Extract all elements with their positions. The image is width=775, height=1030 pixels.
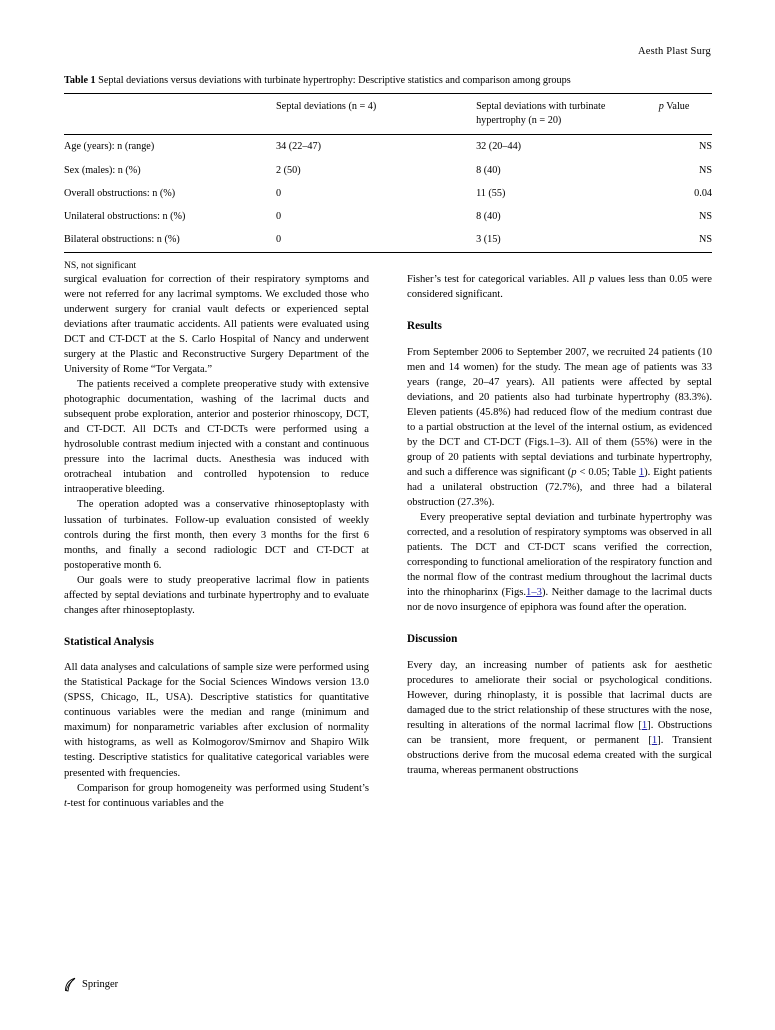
row-value-c1: 0 — [276, 187, 282, 199]
table-row — [64, 135, 712, 159]
p-italic: p — [571, 466, 577, 478]
row-label: Overall obstructions: n (%) — [64, 187, 176, 199]
row-value-p: NS — [698, 141, 712, 153]
paragraph: Our goals were to study preoperative lacrimal flow in patients affected by septal deviations and turbinate hypertrophy and to evaluate changes after rhinoseptoplasty. — [64, 574, 369, 616]
text-fragment: ). Eight patients had a unilateral obstruction (72.7%), and three had a bilateral obstruction (27.3%). — [407, 466, 713, 508]
table-row — [64, 228, 712, 252]
paragraph — [64, 781, 369, 811]
text-fragment: -test for continuous variables and the — [66, 797, 224, 809]
text-fragment: ]. Obstructions can be transient, more frequent, or permanent [ — [407, 719, 712, 746]
row-value-c2: 8 (40) — [476, 211, 501, 223]
row-value-c2: 11 (55) — [476, 187, 506, 199]
text-fragment: Fisher’s test for categorical variables. All — [407, 274, 590, 285]
table-caption — [64, 74, 712, 93]
page-footer — [64, 977, 118, 992]
row-value-c2: 8 (40) — [476, 164, 501, 176]
paragraph — [407, 272, 712, 302]
column-header-septal-deviations-hypertrophy: Septal deviations with turbinate hypertrophy (n = 20) — [476, 100, 606, 126]
paragraph — [407, 510, 712, 615]
row-value-p: NS — [698, 211, 712, 223]
running-head: Aesth Plast Surg — [637, 46, 711, 57]
row-label: Bilateral obstructions: n (%) — [64, 234, 180, 246]
p-italic: p — [589, 274, 595, 285]
text-fragment: Every day, an increasing number of patients ask for aesthetic procedures to ameliorate their social or psychological conditions. However, during rhinoplasty, it is possible that lacrimal ducts are damaged due to the strict relationship of these structures with the nose, resulting in alterations of the normal lacrimal flow [ — [407, 659, 712, 731]
table-1-reference-link[interactable]: 1 — [638, 466, 645, 478]
text-fragment: Comparison for group homogeneity was performed using Student’s — [77, 782, 369, 794]
column-header-septal-deviations: Septal deviations (n = 4) — [276, 100, 377, 112]
table-number: Table 1 — [64, 75, 96, 86]
heading-discussion: Discussion — [407, 633, 458, 646]
row-value-c1: 0 — [276, 234, 282, 246]
row-value-c2: 3 (15) — [476, 234, 501, 246]
publisher-name: Springer — [82, 979, 119, 990]
left-column — [64, 272, 369, 811]
t-test-italic: t — [64, 797, 67, 809]
citation-link-1[interactable]: 1 — [641, 719, 648, 731]
paragraph — [407, 658, 712, 778]
table-footnote: NS, not significant — [64, 259, 137, 271]
table-row — [64, 159, 712, 182]
row-value-c2: 32 (20–44) — [476, 141, 522, 153]
p-italic: p — [658, 100, 664, 112]
row-value-c1: 2 (50) — [276, 164, 301, 176]
column-header-blank — [64, 93, 276, 135]
table-header-row — [64, 93, 712, 135]
descriptive-statistics-table — [64, 93, 712, 253]
table-row — [64, 205, 712, 228]
heading-results: Results — [407, 320, 442, 333]
table-caption-text: Septal deviations versus deviations with turbinate hypertrophy: Descriptive statistics and comparison among groups — [98, 75, 571, 86]
paragraph: The operation adopted was a conservative rhinoseptoplasty with lussation of turbinates. Follow-up evaluation consisted of weekly controls during the first month, then every 3 months for the first 6 months, and finally a second radiologic DCT and CT-DCT at postoperative month 6. — [64, 499, 369, 571]
row-label: Age (years): n (range) — [64, 141, 155, 153]
row-label: Unilateral obstructions: n (%) — [64, 211, 186, 223]
row-value-c1: 0 — [276, 211, 282, 223]
text-fragment: values less than 0.05 were considered significant. — [407, 274, 712, 301]
paragraph: All data analyses and calculations of sample size were performed using the Statistical Package for the Social Sciences Windows version 13.0 (SPSS, Chicago, IL, USA). Descriptive statistics for quantitative continuous variables were the median and range (minimum and maximum) for nonparametric variables after exclusion of normality with histograms, as well as Kolmogorov/Smirnov and Shapiro Wilk testing. Descriptive statistics for qualitative categorical variables were presented with frequencies. — [64, 662, 369, 779]
column-header-p-value — [659, 93, 712, 135]
text-fragment: ). Neither damage to the lacrimal ducts nor de novo insurgence of epiphora was found after the operation. — [407, 587, 712, 614]
paragraph: The patients received a complete preoperative study with extensive photographic documentation, washing of the lacrimal ducts and subsequent probe exploration, anterior and posterior rhinoscopy, DCT, and CT-DCT. All DCTs and CT-DCTs were performed using a hydrosoluble contrast medium injected with a constant and continuous pressure into the lacrimal ducts. Anesthesia was induced with orotracheal intubation and controlled hypotension to reduce intraoperative bleeding. — [64, 379, 369, 496]
text-fragment: < 0.05; Table — [576, 466, 639, 478]
text-fragment: ]. Transient obstructions derive from the mucosal edema created with the surgical trauma, whereas permanent obstructions — [407, 734, 712, 776]
springer-logo-icon — [64, 977, 77, 992]
table-row — [64, 182, 712, 205]
row-value-c1: 34 (22–47) — [276, 141, 322, 153]
citation-link-2[interactable]: 1 — [651, 734, 658, 746]
right-column — [407, 272, 712, 778]
table-body — [64, 135, 712, 252]
table-head — [64, 93, 712, 135]
text-fragment: Every preoperative septal deviation and turbinate hypertrophy was corrected, and a resolution of respiratory symptoms was observed in all patients. The DCT and CT-DCT scans verified the correction, corresponding to functional amelioration of the respiratory function and the normal flow of the contrast medium throughout the lacrimal ducts into the rhinopharinx (Figs. — [407, 511, 712, 599]
table-1-block — [64, 74, 712, 271]
figures-reference-link[interactable]: 1–3 — [526, 587, 542, 599]
p-value-word: Value — [663, 100, 690, 112]
body-columns — [64, 272, 712, 952]
row-value-p: 0.04 — [694, 187, 712, 199]
paragraph — [407, 345, 712, 510]
paragraph: surgical evaluation for correction of their respiratory symptoms and were not referred for any lacrimal symptoms. We excluded those who underwent surgery for cranial vault defects or experienced septal deviations after traumatic accidents. All patients were evaluated using DCT and CT-DCT at the S. Carlo Hospital of Nancy and underwent surgery at the Plastic and Reconstructive Surgery Department of the University of Rome “Tor Vergata.” — [64, 274, 369, 376]
row-value-p: NS — [698, 164, 712, 176]
row-value-p: NS — [698, 234, 712, 246]
row-label: Sex (males): n (%) — [64, 164, 141, 176]
heading-statistical-analysis: Statistical Analysis — [64, 635, 154, 648]
text-fragment: From September 2006 to September 2007, we recruited 24 patients (10 men and 14 women) for the study. The mean age of patients was 33 years (range, 20–47 years). All patients were affected by septal deviations, and 20 patients also had turbinate hypertrophy (83.3%). Eleven patients (45.8%) had reduced flow of the medium contrast due to a partial obstruction at the level of the internal ostium, as evidenced by the DCT and CT-DCT (Figs.1–3). All of them (55%) were in the group of 20 patients with septal deviations and turbinate hypertrophy, and such a difference was significant ( — [407, 346, 712, 478]
